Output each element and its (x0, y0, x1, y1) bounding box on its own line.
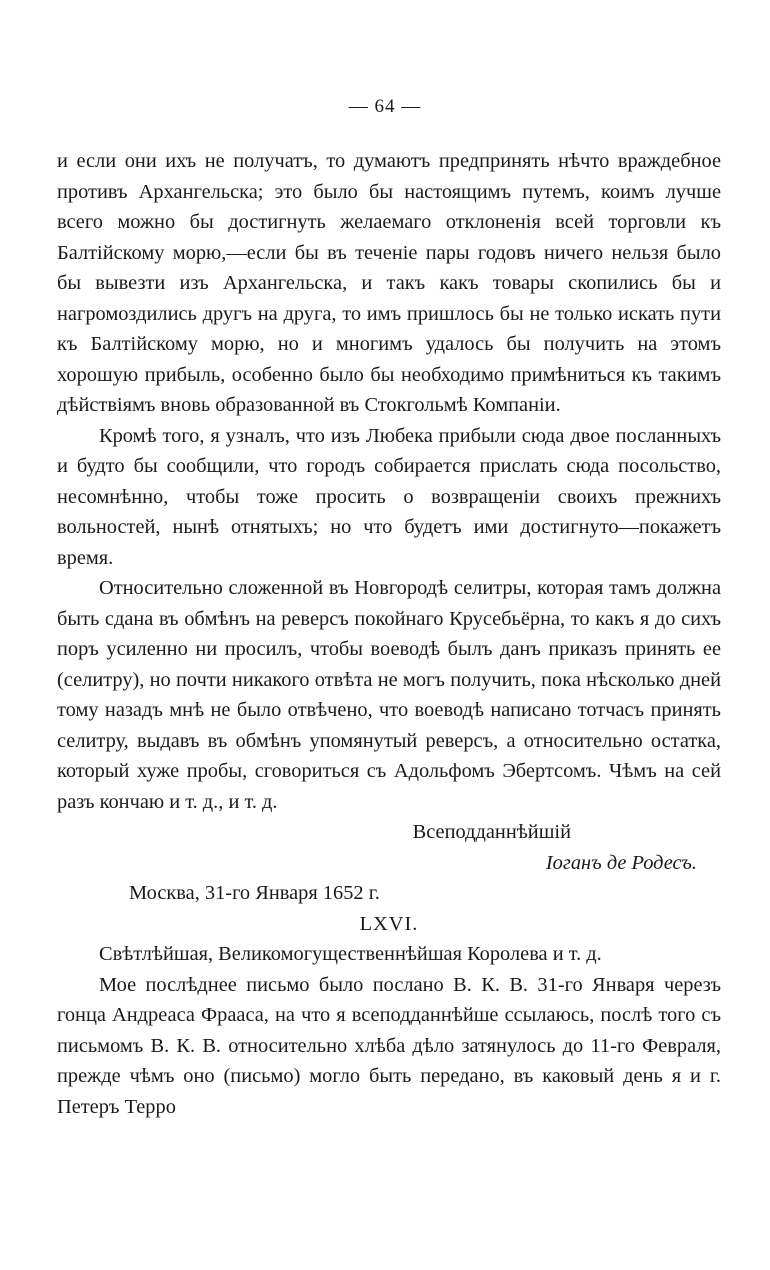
page-number: — 64 — (348, 96, 422, 117)
paragraph-2: Кромѣ того, я узналъ, что изъ Любека прибыли сюда двое посланныхъ и будто бы сообщили, что городъ собирается прислать сюда посольство, несомнѣнно, чтобы тоже просить о возвращеніи своихъ прежнихъ вольностей, нынѣ отнятыхъ; но что будетъ ими достигнуто—покажетъ время. (57, 424, 721, 569)
section-title: LXVI. (359, 912, 419, 935)
document-body (57, 146, 721, 1122)
paragraph-1: и если они ихъ не получатъ, то думаютъ предпринять нѣчто враждебное противъ Архангельска; это было бы настоящимъ путемъ, коимъ лучше всего можно бы достигнуть желаемаго отклоненія всей торговли къ Балтійскому морю,—если бы въ теченіе пары годовъ ничего нельзя было бы вывезти изъ Архангельска, и такъ какъ товары скопились бы и нагромоздились другъ на друга, то имъ пришлось бы не только искать пути къ Балтійскому морю, но и многимъ удалось бы получить на этомъ хорошую прибыль, особенно было бы необходимо примѣниться къ такимъ дѣйствіямъ вновь образованной въ Стокгольмѣ Компаніи. (57, 150, 721, 416)
closing-line: Всеподданнѣйшій (412, 821, 571, 843)
dateline: Москва, 31-го Января 1652 г. (129, 882, 380, 904)
salutation: Свѣтлѣйшая, Великомогущественнѣйшая Королева и т. д. (99, 943, 602, 965)
signature: Іоганъ де Родесъ. (545, 851, 697, 874)
paragraph-4: Мое послѣднее письмо было послано В. К. В. 31-го Января черезъ гонца Андреаса Фрааса, на что я всеподданнѣйше ссылаюсь, послѣ того съ письмомъ В. К. В. относительно хлѣба дѣло затянулось до 11-го Февраля, прежде чѣмъ оно (письмо) могло быть передано, въ каковый день я и г. Петеръ Терро (57, 973, 721, 1118)
paragraph-3: Относительно сложенной въ Новгородѣ селитры, которая тамъ должна быть сдана въ обмѣнъ на реверсъ покойнаго Крусебьёрна, то какъ я до сихъ поръ усиленно ни просилъ, чтобы воеводѣ былъ данъ приказъ принять ее (селитру), но почти никакого отвѣта не могъ получить, пока нѣсколько дней тому назадъ мнѣ не было отвѣчено, что воеводѣ написано тотчасъ принять селитру, выдавъ въ обмѣнъ упомянутый реверсъ, а относительно остатка, который хуже пробы, сговориться съ Адольфомъ Эбертсомъ. Чѣмъ на сей разъ кончаю и т. д., и т. д. (57, 577, 721, 813)
